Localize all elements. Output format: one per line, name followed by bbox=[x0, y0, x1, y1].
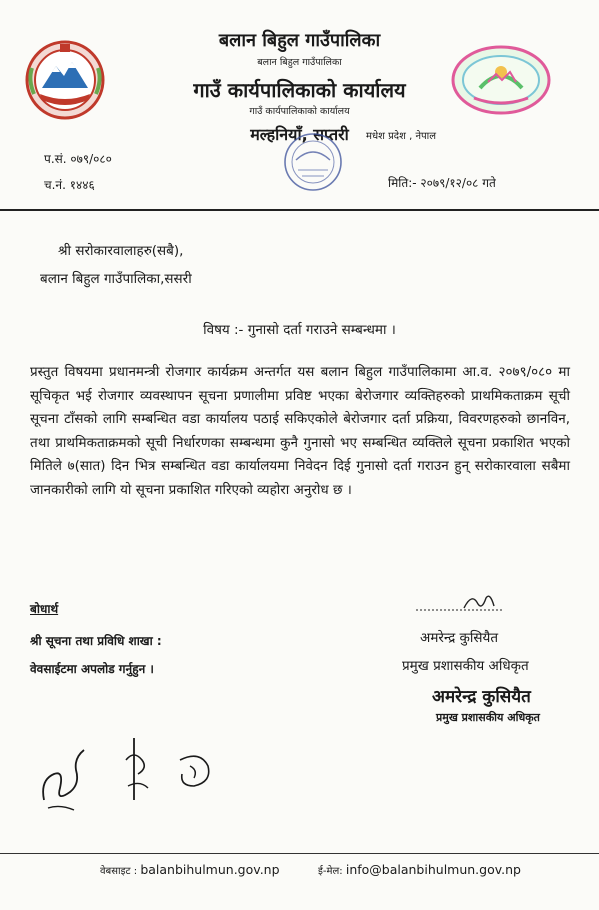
title-stamp: प्रमुख प्रशासकीय अधिकृत bbox=[436, 711, 540, 724]
recipient-line-2: बलान बिहुल गाउँपालिका,ससरी bbox=[40, 271, 192, 287]
office-title: गाउँ कार्यपालिकाको कार्यालय bbox=[193, 78, 406, 102]
recipient-line-1: श्री सरोकारवालाहरु(सबै), bbox=[58, 243, 184, 259]
municipality-title-small: बलान बिहुल गाउँपालिका bbox=[257, 57, 342, 68]
letter-subject: विषय :- गुनासो दर्ता गराउने सम्बन्धमा । bbox=[203, 322, 396, 338]
email-link[interactable]: info@balanbihulmun.gov.np bbox=[345, 862, 521, 877]
website-label: वेबसाइट : bbox=[100, 866, 138, 877]
office-stamp bbox=[274, 130, 352, 194]
footer-website bbox=[100, 862, 280, 877]
website-link[interactable]: balanbihulmun.gov.np bbox=[140, 862, 280, 877]
footer-divider bbox=[0, 853, 599, 854]
witness-signatures bbox=[30, 730, 230, 820]
reference-number: प.सं. ०७९/०८० bbox=[44, 152, 112, 166]
officer-name: अमरेन्द्र कुसियैत bbox=[420, 630, 499, 646]
cc-line-1: श्री सूचना तथा प्रविधि शाखा : bbox=[30, 634, 162, 648]
name-stamp: अमरेन्द्र कुसियैत bbox=[432, 687, 531, 707]
letter-body: प्रस्तुत विषयमा प्रधानमन्त्री रोजगार कार्यक्रम अन्तर्गत यस बलान बिहुल गाउँपालिकामा आ.व. २०७९/०८० मा सूचिकृत भई रोजगार व्यवस्थापन सूचना प्रणालीमा प्रविष्ट भएका बेरोजगार व्यक्तिहरुको प्राथमिकताक्रम सूची सूचना टाँसको लागि सम्बन्धित वडा कार्यालय पठाई सकिएकोले बेरोजगार दर्ता प्रक्रिया, विवरणहरुको छानविन, तथा प्राथमिकताक्रमको सूची निर्धारणका सम्बन्धमा कुनै गुनासो भए सम्बन्धित व्यक्तिले सूचना प्रकाशित भएको मितिले ७(सात) दिन भित्र सम्बन्धित वडा कार्यालयमा निवेदन दिई गुनासो दर्ता गराउन हुन् सरोकारवाला सबैमा जानकारीको लागि यो सूचना प्रकाशित गरिएको व्यहोरा अनुरोध छ । bbox=[30, 364, 570, 498]
letter-date: मिति:- २०७९/१२/०८ गते bbox=[388, 176, 496, 190]
office-location: मल्हनियाँ, सप्तरी bbox=[250, 125, 349, 144]
office-title-small: गाउँ कार्यपालिकाको कार्यालय bbox=[249, 106, 350, 117]
dispatch-number: च.नं. १४४६ bbox=[44, 178, 95, 192]
footer-email bbox=[318, 862, 521, 877]
municipality-title: बलान बिहुल गाउँपालिका bbox=[218, 30, 381, 51]
email-label: ई-मेल: bbox=[318, 866, 343, 877]
officer-title: प्रमुख प्रशासकीय अधिकृत bbox=[402, 658, 529, 674]
header-divider bbox=[0, 209, 599, 211]
cc-heading: बोधार्थ bbox=[30, 602, 59, 616]
cc-line-2: वेवसाईटमा अपलोड गर्नुहुन । bbox=[30, 662, 154, 676]
province-label: मधेश प्रदेश , नेपाल bbox=[366, 131, 437, 142]
officer-signature bbox=[414, 590, 504, 616]
